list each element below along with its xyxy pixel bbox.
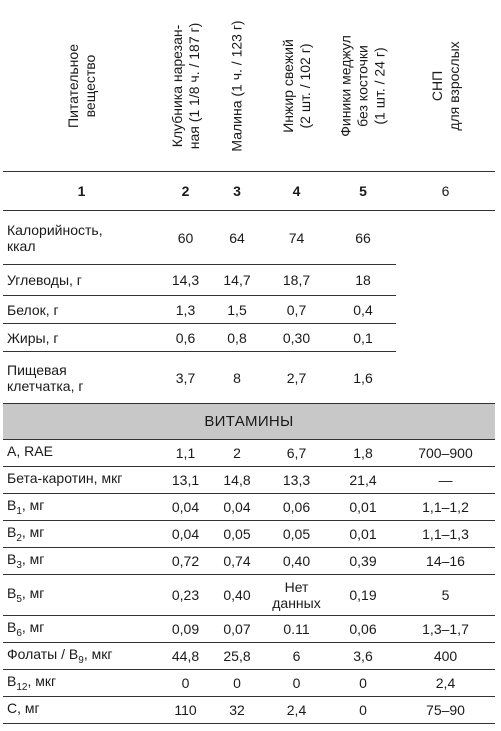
cell-value: 1,3–1,7 — [396, 616, 495, 643]
table-row — [3, 616, 495, 643]
vitamin-name: $B_2$, мг — [3, 521, 160, 548]
column-number: 4 — [263, 172, 330, 211]
cell-empty — [396, 352, 495, 404]
cell-value: 0,04 — [160, 494, 211, 521]
cell-value: — — [396, 467, 495, 494]
cell-value: 74 — [263, 211, 330, 265]
cell-value: 1,6 — [330, 352, 396, 404]
cell-value: 0,04 — [211, 494, 263, 521]
cell-value: 0 — [330, 670, 396, 697]
header-raspberry: Малина (1 ч. / 123 г) — [211, 3, 263, 172]
cell-value: 400 — [396, 643, 495, 670]
cell-value: 0,06 — [330, 616, 396, 643]
header-rda-adults: СНП для взрослых — [396, 3, 495, 172]
column-number: 3 — [211, 172, 263, 211]
cell-value: 0,07 — [211, 616, 263, 643]
vitamin-name: $B_6$, мг — [3, 616, 160, 643]
cell-value: 0 — [330, 697, 396, 724]
column-number: 1 — [3, 172, 160, 211]
vitamin-name: $B_1$, мг — [3, 494, 160, 521]
cell-value: 14–16 — [396, 548, 495, 575]
section-title: ВИТАМИНЫ — [3, 404, 495, 440]
cell-value: 0,05 — [263, 521, 330, 548]
cell-value: 2 — [211, 440, 263, 467]
cell-value: 110 — [160, 697, 211, 724]
cell-value: 18,7 — [263, 265, 330, 296]
cell-value: 1,5 — [211, 296, 263, 324]
table-row — [3, 211, 495, 265]
cell-value: 6 — [263, 643, 330, 670]
cell-value: 0,30 — [263, 324, 330, 352]
cell-value: 2,4 — [396, 670, 495, 697]
cell-value: 0,4 — [330, 296, 396, 324]
cell-empty — [396, 324, 495, 352]
vitamin-name: $B_{12}$, мкг — [3, 670, 160, 697]
cell-value: 0,01 — [330, 521, 396, 548]
vitamin-name: C, мг — [3, 697, 160, 724]
cell-value: 0,05 — [211, 521, 263, 548]
nutrient-name: Калорийность, ккал — [3, 211, 160, 265]
cell-value: 0,1 — [330, 324, 396, 352]
vitamin-name: Фолаты / $B_9$, мкг — [3, 643, 160, 670]
cell-value: 0,40 — [211, 575, 263, 616]
nutrients-body — [3, 211, 495, 404]
cell-value: 18 — [330, 265, 396, 296]
nutrition-table — [3, 3, 495, 724]
table-row — [3, 324, 495, 352]
cell-value: 0.11 — [263, 616, 330, 643]
cell-value: 75–90 — [396, 697, 495, 724]
nutrient-name: Жиры, г — [3, 324, 160, 352]
cell-value: 1,1–1,2 — [396, 494, 495, 521]
cell-value: 14,7 — [211, 265, 263, 296]
cell-empty — [396, 211, 495, 265]
cell-value: 14,8 — [211, 467, 263, 494]
nutrient-name: Белок, г — [3, 296, 160, 324]
cell-value: 0,23 — [160, 575, 211, 616]
nutrient-name: Пищевая клетчатка, г — [3, 352, 160, 404]
cell-value: 1,1 — [160, 440, 211, 467]
cell-value: 0 — [211, 670, 263, 697]
cell-value: 14,3 — [160, 265, 211, 296]
cell-value: 0,04 — [160, 521, 211, 548]
cell-value: 25,8 — [211, 643, 263, 670]
vitamin-name: A, RAE — [3, 440, 160, 467]
cell-value: 5 — [396, 575, 495, 616]
cell-value: 8 — [211, 352, 263, 404]
vitamins-section-row — [3, 404, 495, 440]
cell-value: 44,8 — [160, 643, 211, 670]
cell-value: 0,40 — [263, 548, 330, 575]
column-number: 6 — [396, 172, 495, 211]
table-row — [3, 467, 495, 494]
column-number: 2 — [160, 172, 211, 211]
table-row — [3, 575, 495, 616]
cell-value: 21,4 — [330, 467, 396, 494]
table-row — [3, 697, 495, 724]
vitamin-name: Бета-каротин, мкг — [3, 467, 160, 494]
header-row — [3, 3, 495, 172]
column-number: 5 — [330, 172, 396, 211]
cell-value: 0,74 — [211, 548, 263, 575]
cell-value: 0,6 — [160, 324, 211, 352]
cell-value: 13,1 — [160, 467, 211, 494]
vitamin-name: $B_3$, мг — [3, 548, 160, 575]
cell-value: 0,7 — [263, 296, 330, 324]
cell-value: 13,3 — [263, 467, 330, 494]
cell-value: 64 — [211, 211, 263, 265]
cell-value: 1,3 — [160, 296, 211, 324]
cell-value: 0,72 — [160, 548, 211, 575]
cell-value: 32 — [211, 697, 263, 724]
cell-value: 1,1–1,3 — [396, 521, 495, 548]
header-fig: Инжир свежий (2 шт. / 102 г) — [263, 3, 330, 172]
header-nutrient: Питательное вещество — [3, 3, 160, 172]
cell-value: 700–900 — [396, 440, 495, 467]
cell-value: 0,39 — [330, 548, 396, 575]
cell-value: 0,09 — [160, 616, 211, 643]
table-row — [3, 265, 495, 296]
table-row — [3, 548, 495, 575]
cell-value: 0,06 — [263, 494, 330, 521]
cell-value: 0,19 — [330, 575, 396, 616]
vitamins-body — [3, 440, 495, 724]
table-row — [3, 440, 495, 467]
cell-value: 0,8 — [211, 324, 263, 352]
cell-value: 0 — [263, 670, 330, 697]
cell-value: Нет данных — [263, 575, 330, 616]
cell-value: 60 — [160, 211, 211, 265]
header-medjool-dates: Финики меджул без косточки (1 шт. / 24 г) — [330, 3, 396, 172]
cell-value: 3,6 — [330, 643, 396, 670]
cell-value: 6,7 — [263, 440, 330, 467]
cell-value: 3,7 — [160, 352, 211, 404]
table-row — [3, 296, 495, 324]
vitamin-name: $B_5$, мг — [3, 575, 160, 616]
table-row — [3, 670, 495, 697]
table-row — [3, 352, 495, 404]
header-strawberry: Клубника нарезан- ная (1 1/8 ч. / 187 г) — [160, 3, 211, 172]
table-row — [3, 494, 495, 521]
cell-value: 66 — [330, 211, 396, 265]
table-row — [3, 521, 495, 548]
cell-value: 0,01 — [330, 494, 396, 521]
cell-empty — [396, 265, 495, 296]
cell-empty — [396, 296, 495, 324]
cell-value: 1,8 — [330, 440, 396, 467]
cell-value: 0 — [160, 670, 211, 697]
cell-value: 2,4 — [263, 697, 330, 724]
cell-value: 2,7 — [263, 352, 330, 404]
nutrient-name: Углеводы, г — [3, 265, 160, 296]
table-row — [3, 643, 495, 670]
column-number-row — [3, 172, 495, 211]
